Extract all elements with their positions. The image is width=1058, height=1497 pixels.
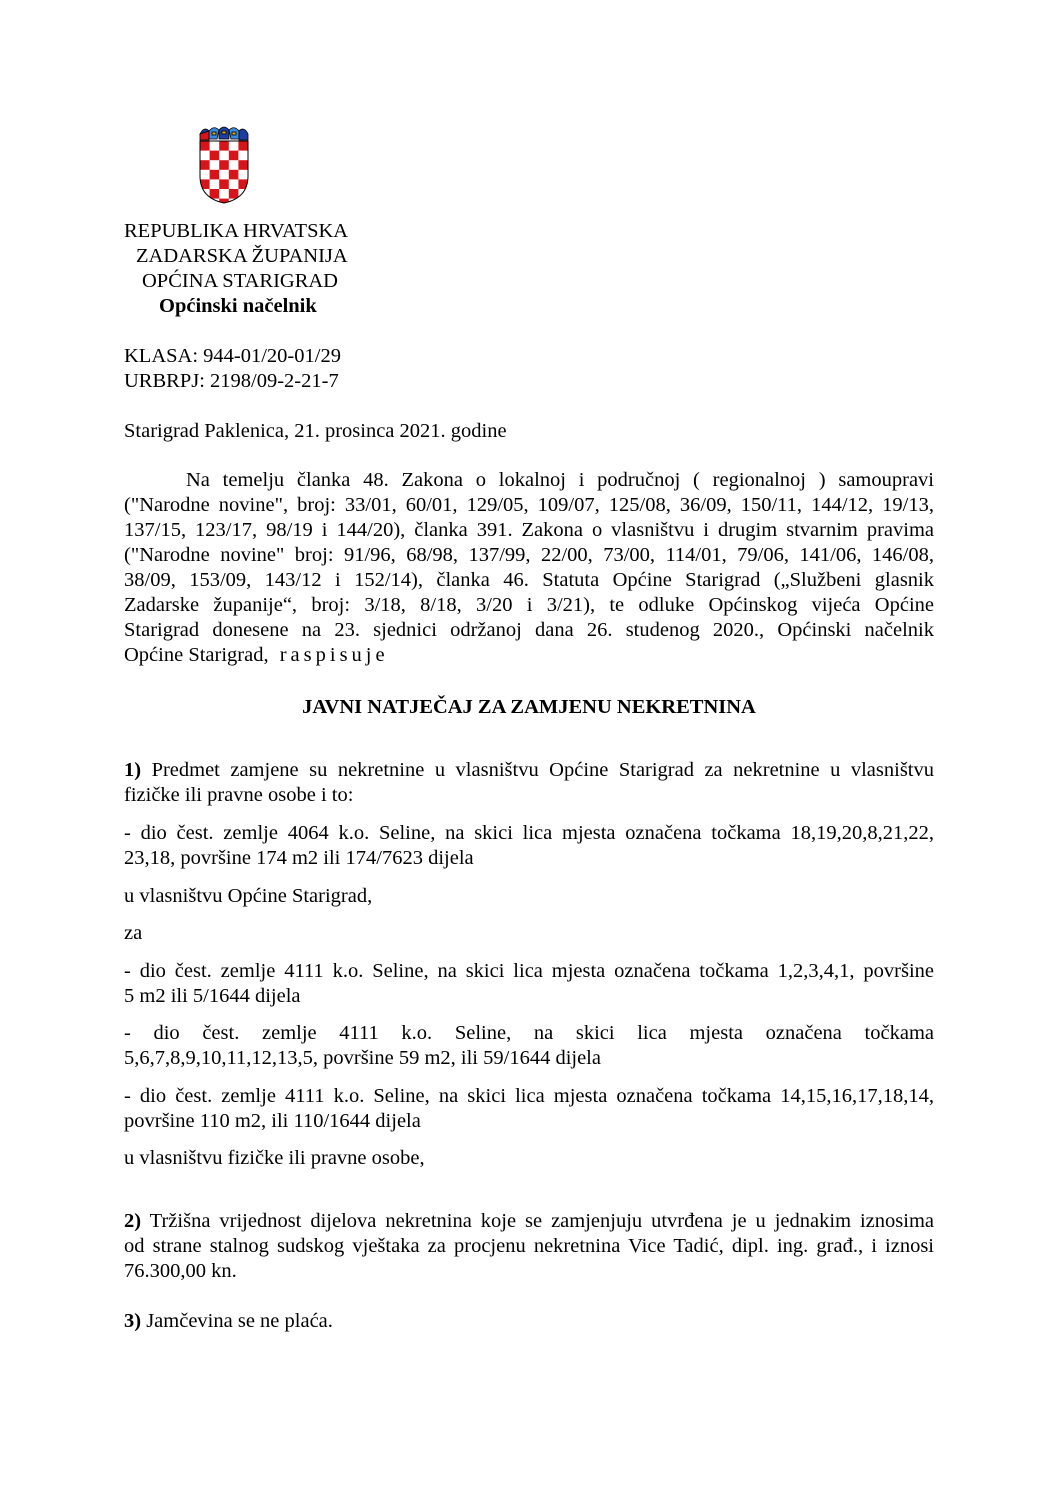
section1-item3-line-2: 5,6,7,8,9,10,11,12,13,5, površine 59 m2, ili 59/1644 dijela xyxy=(124,1047,601,1069)
intro-announces: raspisuje xyxy=(279,644,389,666)
section1-item2-line-1: - dio čest. zemlje 4111 k.o. Seline, na skici lica mjesta označena točkama 1,2,3,4,1, površine xyxy=(124,960,934,982)
section3-number: 3) xyxy=(124,1310,142,1332)
klasa-ref: KLASA: 944-01/20-01/29 xyxy=(124,345,341,367)
section1-item1-line-2: 23,18, površine 174 m2 ili 174/7623 dijela xyxy=(124,847,474,869)
intro-line-5: 38/09, 153/09, 143/12 i 152/14), članka 46. Statuta Općine Starigrad („Službeni glasnik xyxy=(124,569,934,591)
section1-text-1: Predmet zamjene su nekretnine u vlasništvu Općine Starigrad za nekretnine u vlasništvu xyxy=(151,759,934,781)
section1-item1-line-1: - dio čest. zemlje 4064 k.o. Seline, na skici lica mjesta označena točkama 18,19,20,8,21,22, xyxy=(124,822,934,844)
header-republic: REPUBLIKA HRVATSKA xyxy=(124,220,349,242)
section1-item2-line-2: 5 m2 ili 5/1644 dijela xyxy=(124,985,301,1007)
section1-item4-line-1: - dio čest. zemlje 4111 k.o. Seline, na skici lica mjesta označena točkama 14,15,16,17,18,14, xyxy=(124,1085,934,1107)
section1-za: za xyxy=(124,922,143,944)
intro-line-2: ("Narodne novine", broj: 33/01, 60/01, 129/05, 109/07, 125/08, 36/09, 150/11, 144/12, 19/13, xyxy=(124,494,934,516)
place-date: Starigrad Paklenica, 21. prosinca 2021. godine xyxy=(124,420,507,442)
section2-line-1 xyxy=(124,1208,934,1234)
intro-line-7: Starigrad donesene na 23. sjednici održanoj dana 26. studenog 2020., Općinski načelnik xyxy=(124,619,934,641)
document-title: JAVNI NATJEČAJ ZA ZAMJENU NEKRETNINA xyxy=(302,696,756,718)
section1-number: 1) xyxy=(124,759,142,781)
section1-item3-line-1: - dio čest. zemlje 4111 k.o. Seline, na skici lica mjesta označena točkama xyxy=(124,1022,934,1044)
intro-line-8 xyxy=(124,642,389,668)
section2-line-3: 76.300,00 kn. xyxy=(124,1260,237,1282)
coat-of-arms-icon xyxy=(198,126,250,204)
section1-owner1: u vlasništvu Općine Starigrad, xyxy=(124,885,373,907)
section1-line-2: fizičke ili pravne osobe i to: xyxy=(124,784,354,806)
section2-text-1: Tržišna vrijednost dijelova nekretnina koje se zamjenjuju utvrđena je u jednakim iznosima xyxy=(149,1210,934,1232)
intro-line-1: Na temelju članka 48. Zakona o lokalnoj i područnoj ( regionalnoj ) samoupravi xyxy=(186,469,934,491)
section1-item4-line-2: površine 110 m2, ili 110/1644 dijela xyxy=(124,1110,421,1132)
urbroj-ref: URBRPJ: 2198/09-2-21-7 xyxy=(124,370,339,392)
intro-municipality: Općine Starigrad, xyxy=(124,644,269,666)
intro-line-3: 137/15, 123/17, 98/19 i 144/20), članka 391. Zakona o vlasništvu i drugim stvarnim pravima xyxy=(124,519,934,541)
intro-line-4: ("Narodne novine" broj: 91/96, 68/98, 137/99, 22/00, 73/00, 114/01, 79/06, 141/06, 146/08, xyxy=(124,544,934,566)
section1-owner2: u vlasništvu fizičke ili pravne osobe, xyxy=(124,1147,425,1169)
header-county: ZADARSKA ŽUPANIJA xyxy=(136,245,348,267)
section3-text: Jamčevina se ne plaća. xyxy=(146,1310,333,1332)
intro-line-6: Zadarske županije“, broj: 3/18, 8/18, 3/20 i 3/21), te odluke Općinskog vijeća Općine xyxy=(124,594,934,616)
section1-line-1 xyxy=(124,757,934,783)
header-municipality: OPĆINA STARIGRAD xyxy=(142,270,338,292)
section2-number: 2) xyxy=(124,1210,142,1232)
section2-line-2: od strane stalnog sudskog vještaka za procjenu nekretnina Vice Tadić, dipl. ing. građ., i iznosi xyxy=(124,1235,934,1257)
section3-line xyxy=(124,1308,333,1334)
header-mayor: Općinski načelnik xyxy=(159,295,317,317)
